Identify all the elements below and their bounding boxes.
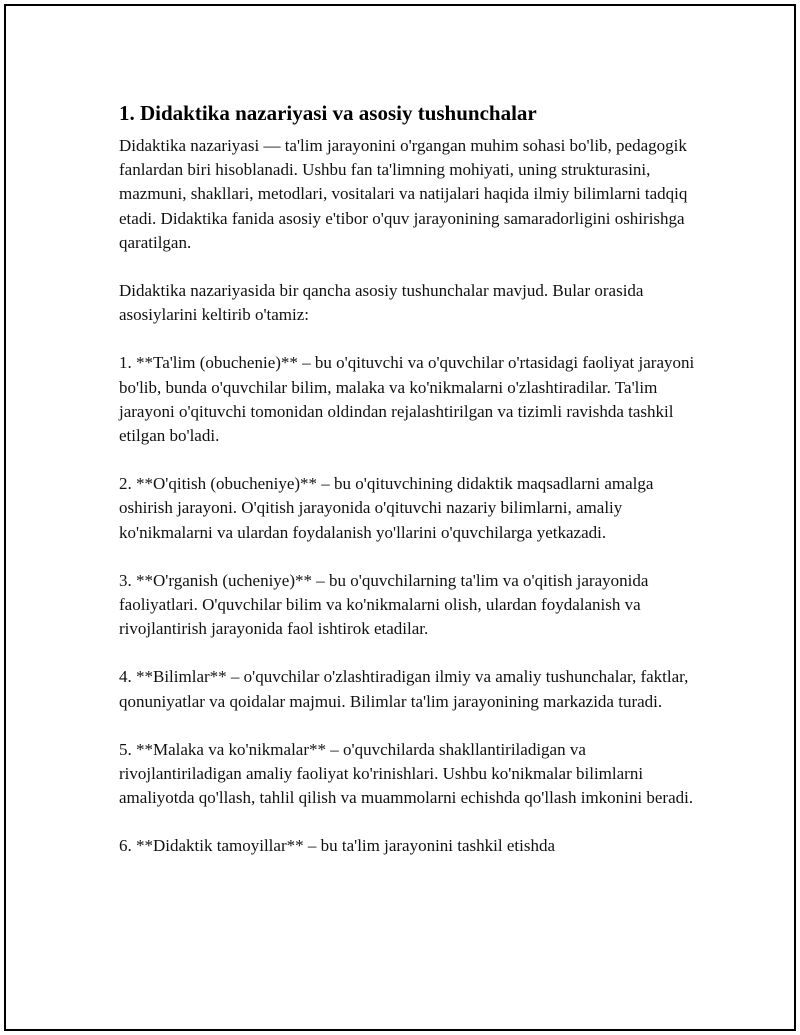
page-frame xyxy=(4,4,796,1031)
intro-paragraph: Didaktika nazariyasi — ta'lim jarayonini o'rgangan muhim sohasi bo'lib, pedagogik fanlardan biri hisoblanadi. Ushbu fan ta'limning mohiyati, uning strukturasini, mazmuni, shakllari, metodlari, vositalari va natijalari haqida ilmiy bilimlarni tadqiq etadi. Didaktika fanida asosiy e'tibor o'quv jarayonining samaradorligini oshirishga qaratilgan. xyxy=(119,136,688,252)
list-item-malaka: 5. **Malaka va ko'nikmalar** – o'quvchilarda shakllantiriladigan va rivojlantiriladigan amaliy faoliyat ko'rinishlari. Ushbu ko'nikmalar bilimlarni amaliyotda qo'llash, tahlil qilish va muammolarni echishda qo'llash imkonini beradi. xyxy=(119,739,694,808)
list-item-talim: 1. **Ta'lim (obuchenie)** – bu o'qituvchi va o'quvchilar o'rtasidagi faoliyat jarayoni bo'lib, bunda o'quvchilar bilim, malaka va ko'nikmalarni o'zlashtiradilar. Ta'lim jarayoni o'qituvchi tomonidan oldindan rejalashtirilgan va tizimli ravishda tashkil etilgan bo'ladi. xyxy=(119,353,695,446)
list-item-bilimlar: 4. **Bilimlar** – o'quvchilar o'zlashtiradigan ilmiy va amaliy tushunchalar, faktlar, qonuniyatlar va qoidalar majmui. Bilimlar ta'lim jarayonining markazida turadi. xyxy=(119,667,689,711)
section-heading: 1. Didaktika nazariyasi va asosiy tushunchalar xyxy=(119,101,537,125)
list-item-oqitish: 2. **O'qitish (obucheniye)** – bu o'qituvchining didaktik maqsadlarni amalga oshirish jarayoni. O'qitish jarayonida o'qituvchi nazariy bilimlarni, amaliy ko'nikmalarni va ulardan foydalanish yo'llarini o'quvchilarga yetkazadi. xyxy=(119,474,654,542)
concepts-intro-paragraph: Didaktika nazariyasida bir qancha asosiy tushunchalar mavjud. Bular orasida asosiylarini keltirib o'tamiz: xyxy=(119,281,644,325)
list-item-organish: 3. **O'rganish (ucheniye)** – bu o'quvchilarning ta'lim va o'qitish jarayonida faoliyatlari. O'quvchilar bilim va ko'nikmalarni olish, ulardan foydalanish va rivojlantirish jarayonida faol ishtirok etadilar. xyxy=(119,570,649,639)
list-item-tamoyillar: 6. **Didaktik tamoyillar** – bu ta'lim jarayonini tashkil etishda xyxy=(119,836,556,856)
document-body xyxy=(119,100,709,883)
